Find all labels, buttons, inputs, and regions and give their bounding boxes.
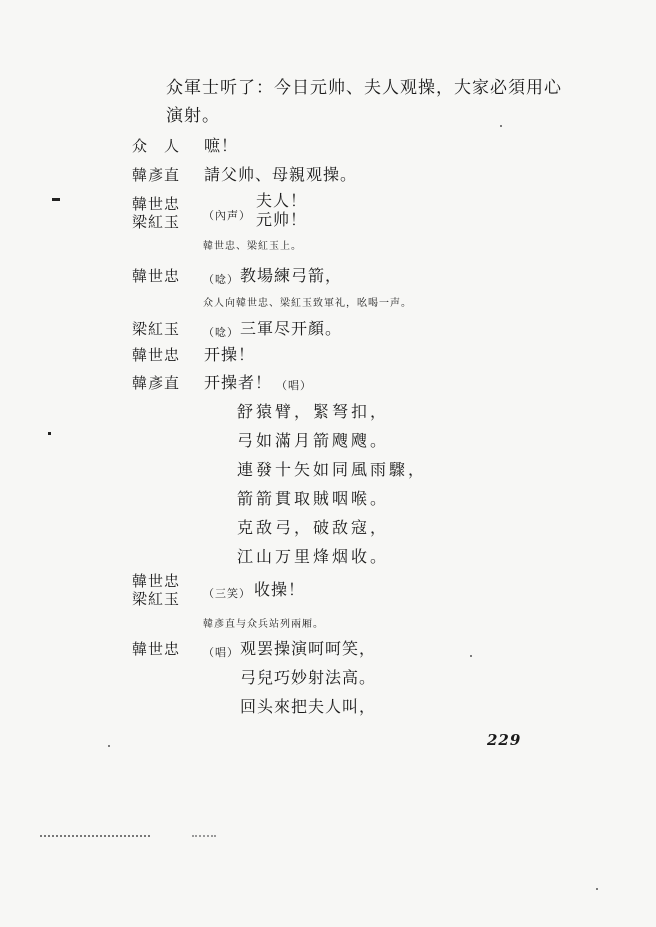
verse-line: 江山万里烽烟收。: [237, 547, 390, 566]
dialogue-line: 元帅！: [256, 210, 308, 229]
speaker-name: 韓世忠: [132, 640, 181, 658]
stage-direction: （唱）: [276, 379, 312, 392]
stage-direction: 韓世忠、梁紅玉上。: [203, 241, 302, 252]
speaker-name: 韓世忠: [132, 195, 181, 213]
dialogue-line: 弓兒巧妙射法高。: [240, 668, 377, 687]
dialogue-line: 开操者！: [204, 373, 273, 392]
speaker-name: 众 人: [132, 137, 181, 155]
speaker-name: 梁紅玉: [132, 213, 181, 231]
speaker-name: 梁紅玉: [132, 320, 181, 338]
scan-edge-noise: [40, 835, 150, 839]
speaker-name: 韓世忠: [132, 346, 181, 364]
speaker-name: 韓彥直: [132, 374, 181, 392]
dialogue-line: 夫人！: [256, 191, 308, 210]
scan-speck: [596, 888, 598, 890]
stage-direction: 众人向韓世忠、梁紅玉致軍礼，吆喝一声。: [203, 298, 412, 309]
dialogue-line: 三軍尽开顏。: [240, 319, 343, 338]
verse-line: 箭箭貫取賊咽喉。: [237, 489, 390, 508]
scan-mark: [52, 198, 60, 201]
dialogue-line: 嗻！: [204, 136, 239, 155]
scan-speck: [108, 745, 110, 747]
verse-line: 連發十矢如同風雨驟，: [237, 460, 428, 479]
page-number: 229: [487, 731, 522, 749]
scan-speck: [470, 655, 472, 657]
dialogue-line: 演射。: [166, 106, 220, 126]
dialogue-line: 收操！: [254, 580, 306, 599]
verse-line: 舒猿臂，緊弩扣，: [237, 402, 390, 421]
speaker-name: 韓彥直: [132, 166, 181, 184]
stage-direction: （內声）: [203, 209, 251, 222]
scan-speck: [500, 125, 502, 127]
speaker-name: 韓世忠: [132, 572, 181, 590]
dialogue-line: 开操！: [204, 345, 256, 364]
stage-direction: （唱）: [203, 646, 239, 659]
scan-edge-noise: [192, 835, 216, 839]
speaker-name: 韓世忠: [132, 267, 181, 285]
dialogue-line: 众軍士听了：今日元帅、夫人观操，大家必須用心: [166, 78, 562, 98]
stage-direction: （唸）: [203, 326, 239, 339]
verse-line: 弓如滿月箭飕飕。: [237, 431, 390, 450]
scan-mark: [48, 432, 51, 435]
stage-direction: （唸）: [203, 273, 239, 286]
dialogue-line: 教場練弓箭，: [240, 266, 343, 285]
stage-direction: （三笑）: [203, 587, 251, 600]
dialogue-line: 請父帅、母親观操。: [204, 165, 358, 184]
verse-line: 克敌弓，破敌寇，: [237, 518, 390, 537]
stage-direction: 韓彥直与众兵站列兩厢。: [203, 619, 324, 630]
dialogue-line: 回头來把夫人叫，: [240, 697, 377, 716]
speaker-name: 梁紅玉: [132, 590, 181, 608]
dialogue-line: 观罢操演呵呵笑，: [240, 639, 377, 658]
